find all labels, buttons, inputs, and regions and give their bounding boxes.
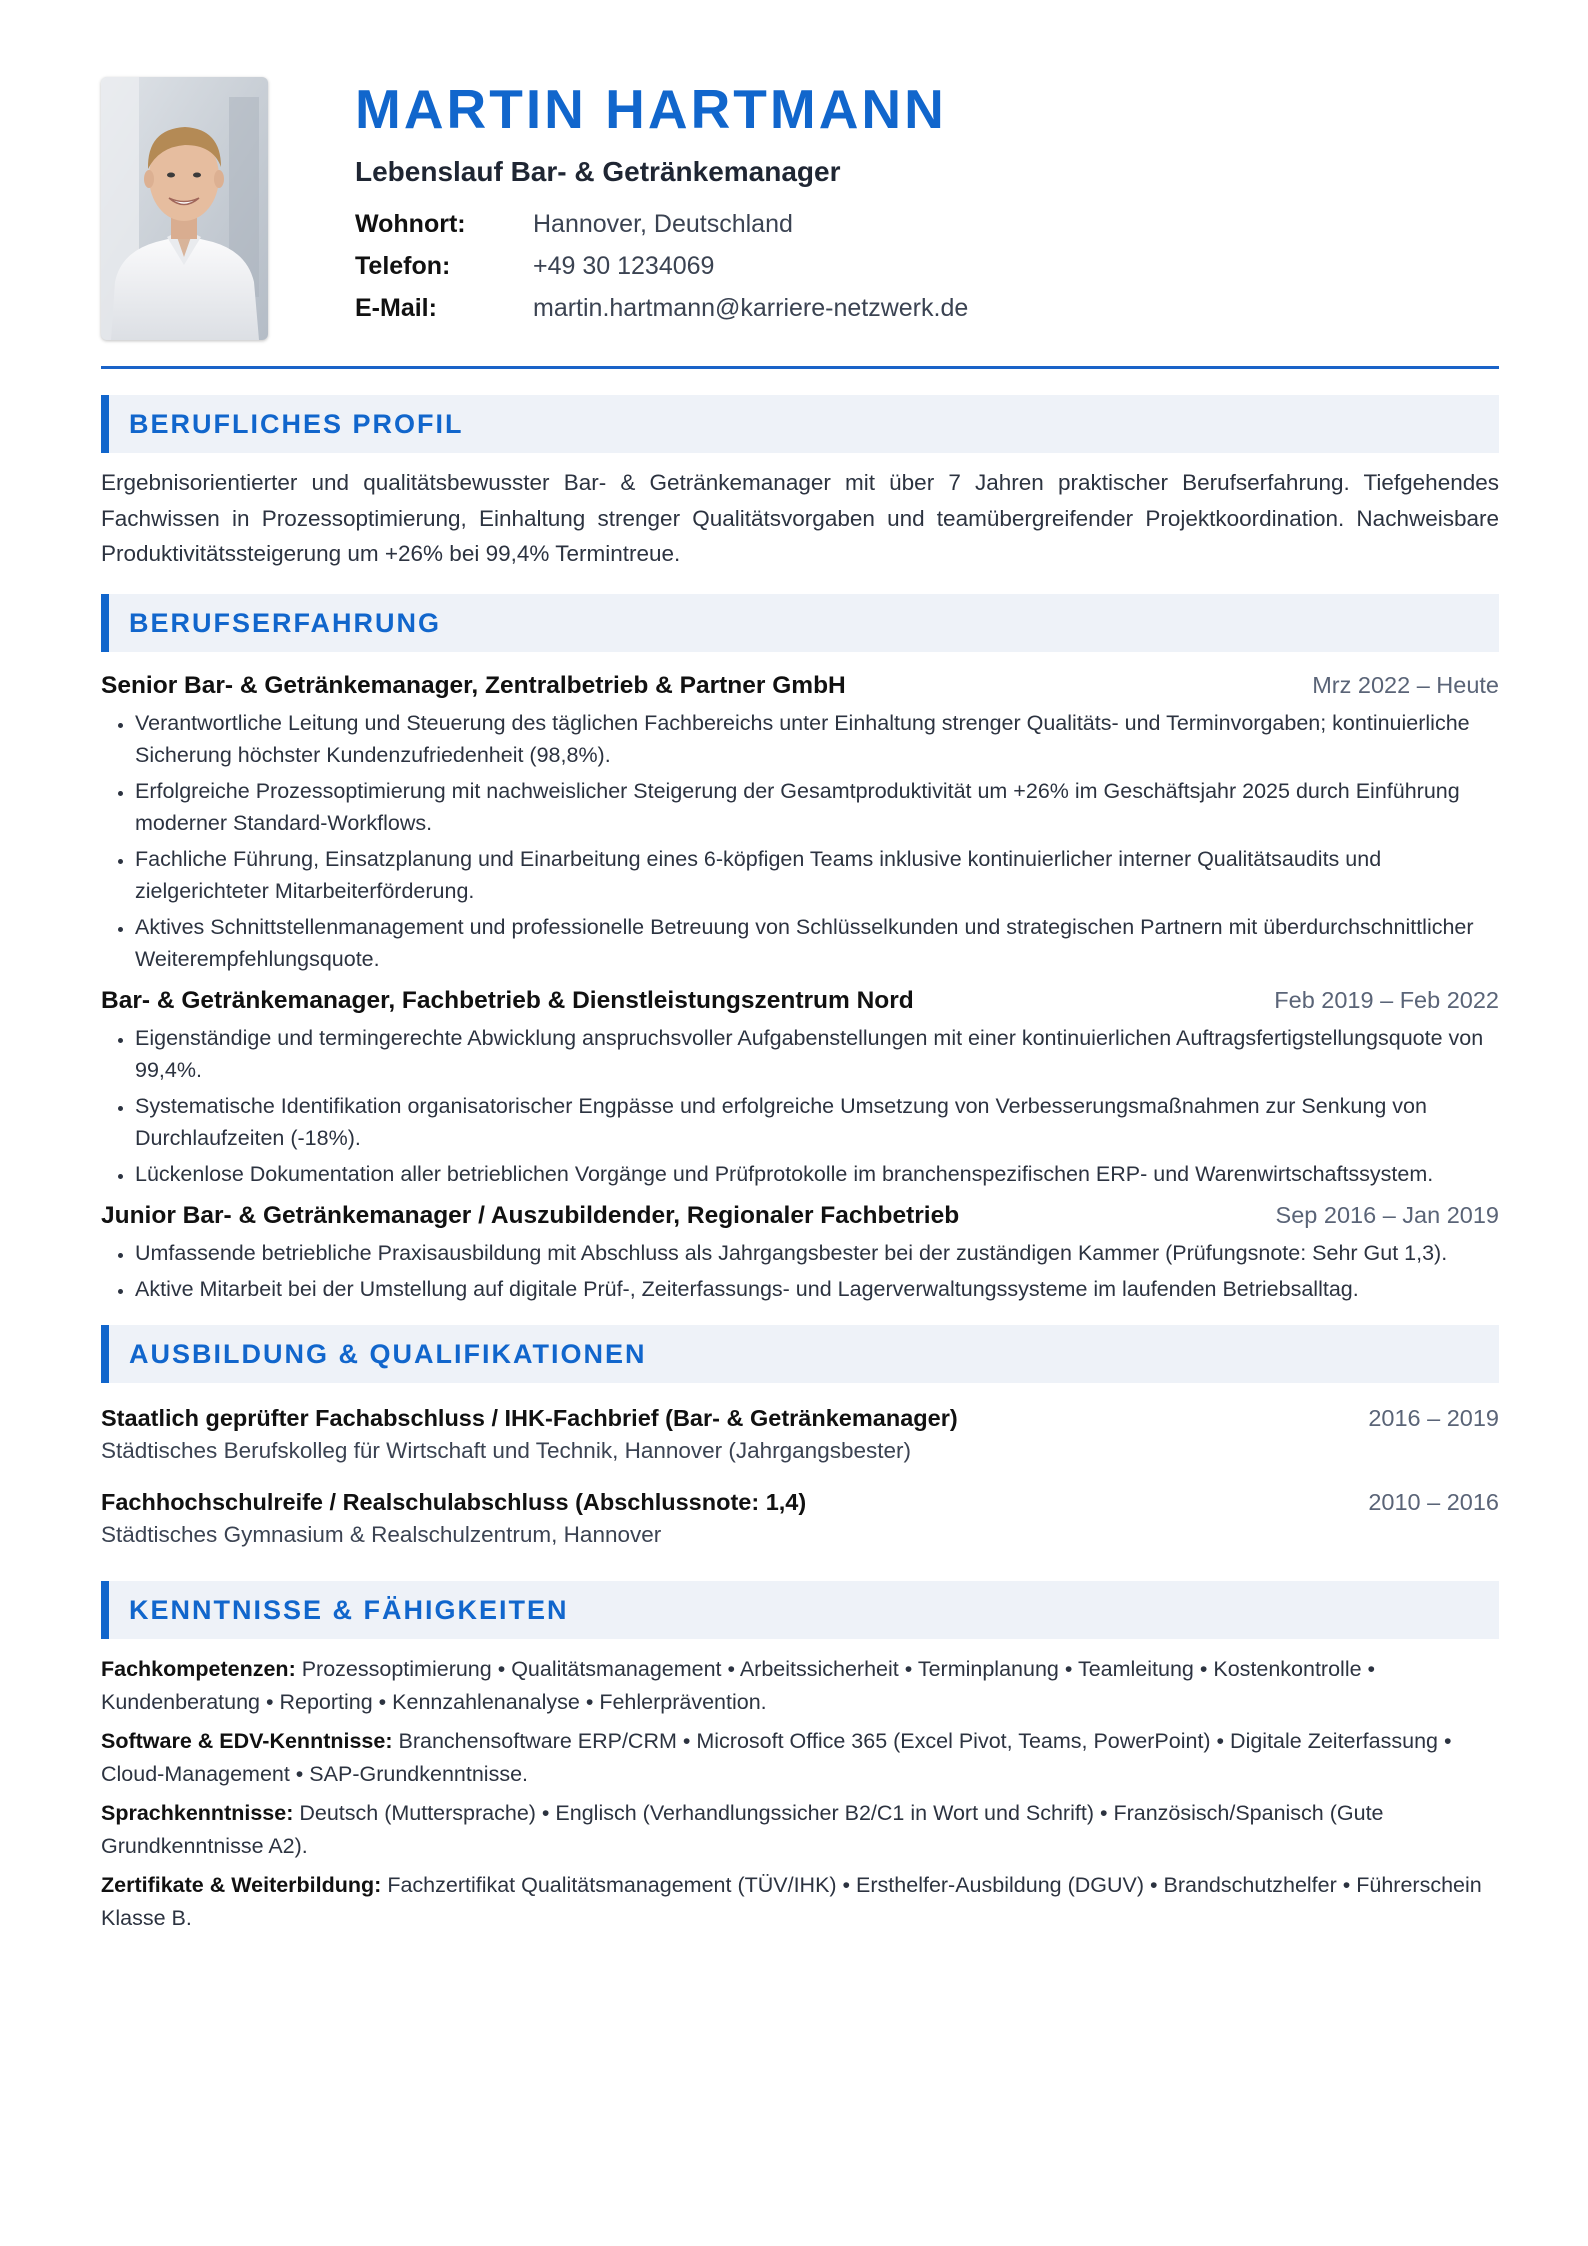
job-date: Mrz 2022 – Heute (1312, 671, 1499, 698)
profile-text: Ergebnisorientierter und qualitätsbewusster Bar- & Getränkemanager mit über 7 Jahren praktischer Berufserfahrung. Tiefgehendes Fachwissen in Prozessoptimierung, Einhaltung strenger Qualitätsvorgaben und teamübergreifender Projektkoordination. Nachweisbare Produktivitätssteigerung um +26% bei 99,4% Termintreue. (101, 470, 1499, 566)
contact-row-phone (355, 245, 1499, 287)
education-date: 2016 – 2019 (1368, 1404, 1499, 1431)
job-date: Feb 2019 – Feb 2022 (1274, 986, 1499, 1013)
resume-header (101, 77, 1499, 344)
job-bullet: • Erfolgreiche Prozessoptimierung mit nachweislicher Steigerung der Gesamtproduktivität um +26% im Geschäftsjahr 2025 durch Einführung moderner Standard-Workflows. (135, 775, 1499, 839)
job-bullet: • Fachliche Führung, Einsatzplanung und Einarbeitung eines 6-köpfigen Teams inklusive kontinuierlicher interner Qualitätsaudits und zielgerichteter Mitarbeiterförderung. (135, 843, 1499, 907)
skill-label: Zertifikate & Weiterbildung: (101, 1872, 382, 1897)
section-education (101, 1325, 1499, 1551)
job-title: Senior Bar- & Getränkemanager, Zentralbetrieb & Partner GmbH (101, 671, 846, 699)
job-bullet: • Lückenlose Dokumentation aller betrieblichen Vorgänge und Prüfprotokolle im branchenspezifischen ERP- und Warenwirtschaftssystem. (135, 1158, 1499, 1190)
education-date: 2010 – 2016 (1368, 1488, 1499, 1515)
skill-text: Branchensoftware ERP/CRM • Microsoft Office 365 (Excel Pivot, Teams, PowerPoint) • Digitale Zeiterfassung • Cloud-Management • SAP-Grundkenntnisse. (101, 1728, 1452, 1786)
job-bullet: • Verantwortliche Leitung und Steuerung des täglichen Fachbereichs unter Einhaltung strenger Qualitäts- und Terminvorgaben; kontinuierliche Sicherung höchster Kundenzufriedenheit (98,8%). (135, 707, 1499, 771)
resume-subtitle: Lebenslauf Bar- & Getränkemanager (355, 156, 841, 187)
header-divider (101, 366, 1499, 369)
job-bullet: • Aktive Mitarbeit bei der Umstellung auf digitale Prüf-, Zeiterfassungs- und Lagerverwaltungssysteme im laufenden Betriebsalltag. (135, 1273, 1499, 1305)
section-heading (101, 594, 1499, 652)
contact-row-email (355, 287, 1499, 329)
section-title: AUSBILDUNG & QUALIFIKATIONEN (129, 1338, 647, 1369)
contact-email[interactable]: martin.hartmann@karriere-netzwerk.de (533, 294, 969, 322)
resume-content (101, 395, 1499, 1941)
job-bullet: • Aktives Schnittstellenmanagement und professionelle Betreuung von Schlüsselkunden und strategischen Partnern mit überdurchschnittlicher Weiterempfehlungsquote. (135, 911, 1499, 975)
profile-photo-image (101, 77, 268, 340)
education-title: Staatlich geprüfter Fachabschluss / IHK-Fachbrief (Bar- & Getränkemanager) (101, 1404, 958, 1431)
job-entry (101, 983, 1499, 1190)
section-skills (101, 1581, 1499, 1935)
resume-page (101, 77, 1499, 1930)
skill-text: Deutsch (Muttersprache) • Englisch (Verhandlungssicher B2/C1 in Wort und Schrift) • Französisch/Spanisch (Gute Grundkenntnisse A2). (101, 1800, 1384, 1858)
section-title: BERUFSERFAHRUNG (129, 607, 442, 638)
skill-text: Prozessoptimierung • Qualitätsmanagement • Arbeitssicherheit • Terminplanung • Teamleitung • Kostenkontrolle • Kundenberatung • Reporting • Kennzahlenanalyse • Fehlerprävention. (101, 1656, 1376, 1714)
contact-phone[interactable]: +49 30 1234069 (533, 252, 715, 280)
contact-location: Hannover, Deutschland (533, 210, 793, 238)
skill-label: Software & EDV-Kenntnisse: (101, 1728, 393, 1753)
skill-label: Fachkompetenzen: (101, 1656, 296, 1681)
section-experience (101, 594, 1499, 1305)
skills-list (101, 1653, 1499, 1935)
section-title: KENNTNISSE & FÄHIGKEITEN (129, 1594, 569, 1625)
skill-group (101, 1797, 1499, 1863)
section-profile (101, 395, 1499, 572)
job-entry (101, 1198, 1499, 1305)
skill-group (101, 1725, 1499, 1791)
job-bullet: • Umfassende betriebliche Praxisausbildung mit Abschluss als Jahrgangsbester bei der zuständigen Kammer (Prüfungsnote: Sehr Gut 1,3). (135, 1237, 1499, 1269)
skill-group (101, 1869, 1499, 1935)
section-heading (101, 395, 1499, 453)
job-bullet: • Systematische Identifikation organisatorischer Engpässe und erfolgreiche Umsetzung von Verbesserungsmaßnahmen zur Senkung von Durchlaufzeiten (-18%). (135, 1090, 1499, 1154)
contact-label: Wohnort: (355, 210, 466, 238)
contact-label: Telefon: (355, 252, 451, 280)
job-title: Junior Bar- & Getränkemanager / Auszubildender, Regionaler Fachbetrieb (101, 1201, 960, 1229)
education-entry (101, 1485, 1499, 1551)
contact-label: E-Mail: (355, 294, 437, 322)
job-title: Bar- & Getränkemanager, Fachbetrieb & Dienstleistungszentrum Nord (101, 986, 914, 1014)
job-date: Sep 2016 – Jan 2019 (1275, 1201, 1499, 1228)
candidate-name: MARTIN HARTMANN (355, 78, 947, 140)
job-bullet: • Eigenständige und termingerechte Abwicklung anspruchsvoller Aufgabenstellungen mit einer kontinuierlichen Auftragsfertigstellungsquote von 99,4%. (135, 1022, 1499, 1086)
section-heading (101, 1325, 1499, 1383)
contact-list (355, 203, 1499, 329)
contact-row-location (355, 203, 1499, 245)
job-entry (101, 668, 1499, 975)
skill-text: Fachzertifikat Qualitätsmanagement (TÜV/IHK) • Ersthelfer-Ausbildung (DGUV) • Brandschutzhelfer • Führerschein Klasse B. (101, 1872, 1482, 1930)
job-bullets (101, 707, 1499, 975)
skill-label: Sprachkenntnisse: (101, 1800, 294, 1825)
header-info (355, 77, 1499, 329)
profile-photo (101, 77, 268, 340)
skill-group (101, 1653, 1499, 1719)
job-bullets (101, 1237, 1499, 1305)
section-title: BERUFLICHES PROFIL (129, 409, 464, 439)
education-institution: Städtisches Berufskolleg für Wirtschaft und Technik, Hannover (Jahrgangsbester) (101, 1437, 911, 1463)
education-entry (101, 1401, 1499, 1467)
education-institution: Städtisches Gymnasium & Realschulzentrum, Hannover (101, 1521, 662, 1547)
section-heading (101, 1581, 1499, 1639)
job-bullets (101, 1022, 1499, 1190)
education-title: Fachhochschulreife / Realschulabschluss (Abschlussnote: 1,4) (101, 1488, 807, 1515)
